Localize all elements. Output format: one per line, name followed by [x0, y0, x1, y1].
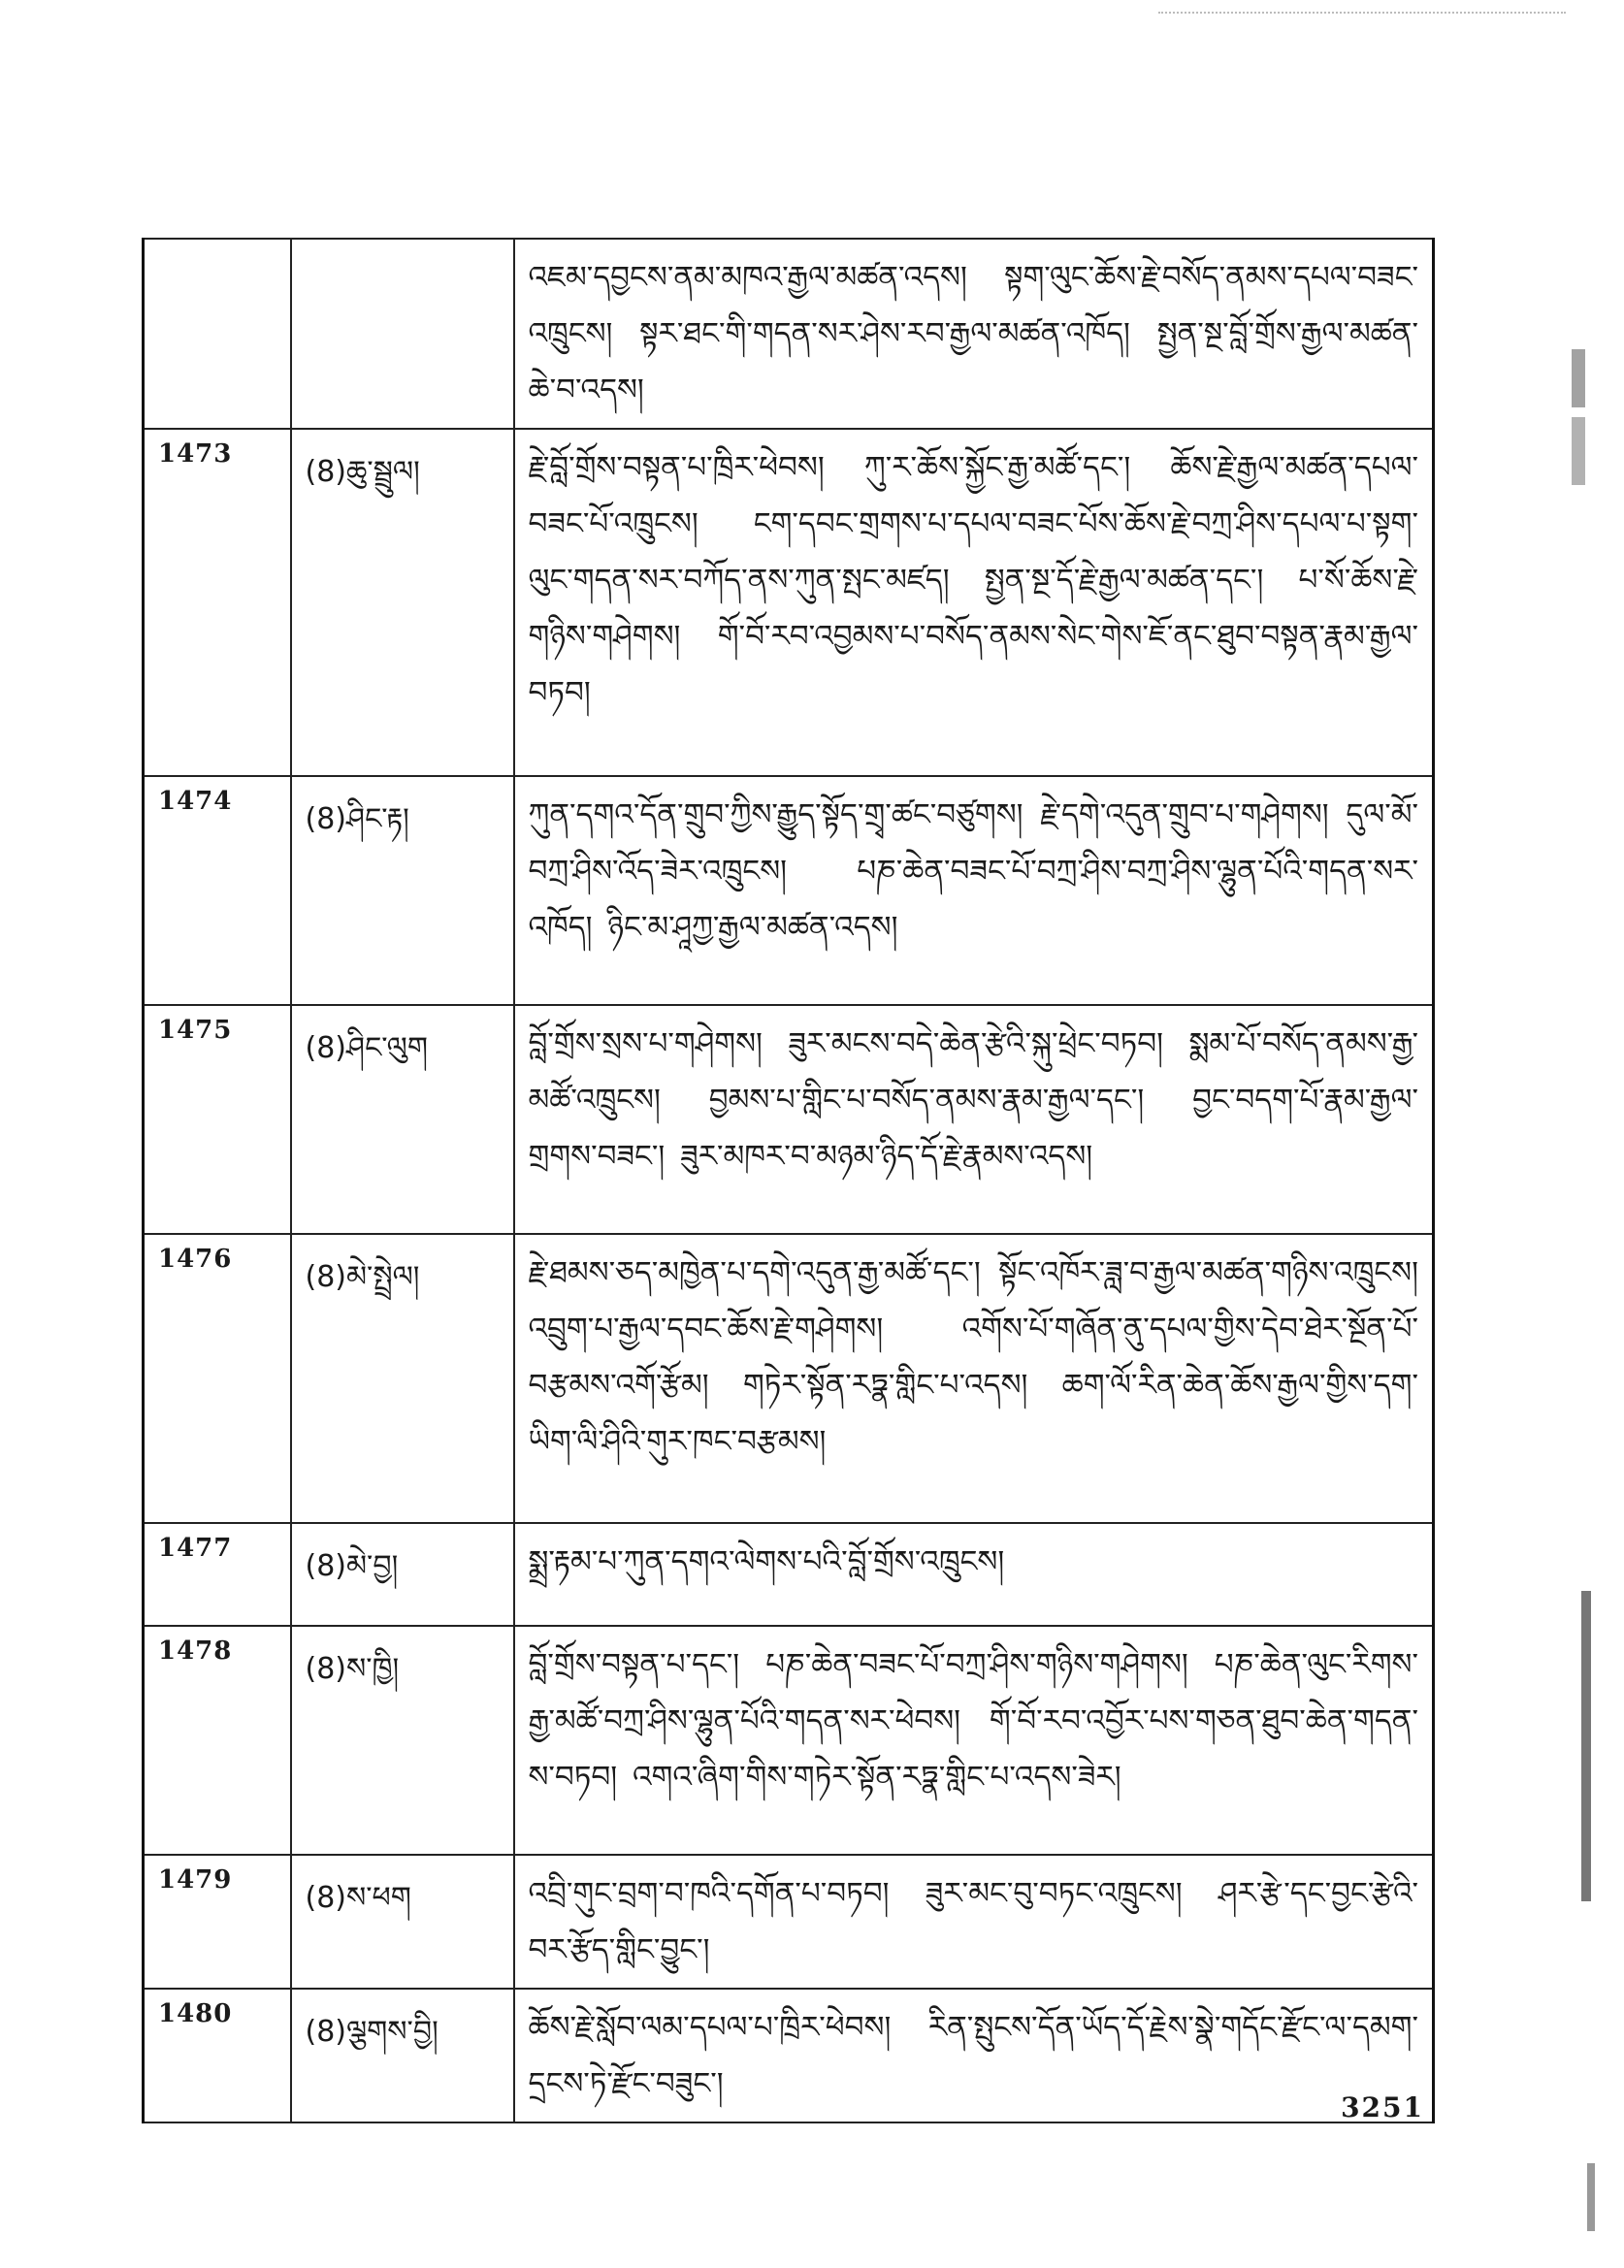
- year-name-cell: (8)ཤིང་རྟ།: [291, 776, 514, 1005]
- events-cell: སྨྲ་རྟམ་པ་ཀུན་དགའ་ལེགས་པའི་བློ་གྲོས་འཁྲུངས།: [514, 1523, 1434, 1626]
- events-cell: བློ་གྲོས་སྲས་པ་གཤེགས། ཟུར་མངས་བདེ་ཆེན་རྩེའི་སྐུ་ཕྲེང་བཏབ། སྨམ་པོ་བསོད་ནམས་རྒྱ་མཚོ་འཁྲུངས། བྱམས་པ་གླིང་པ་བསོད་ནམས་རྣམ་རྒྱལ་དང་། བྱང་བདག་པོ་རྣམ་རྒྱལ་གྲགས་བཟང་། ཟུར་མཁར་བ་མཉམ་ཉིད་དོ་རྗེ་རྣམས་འདས།: [514, 1005, 1434, 1234]
- table-row: [144, 239, 1434, 429]
- year-cell: 1477: [144, 1523, 291, 1626]
- year-cell: 1473: [144, 429, 291, 776]
- chronology-table: [142, 238, 1435, 2123]
- year-cell: 1474: [144, 776, 291, 1005]
- table-row: [144, 776, 1434, 1005]
- table-row: [144, 1523, 1434, 1626]
- year-cell: [144, 239, 291, 429]
- table-row: [144, 1234, 1434, 1523]
- table-row: [144, 1855, 1434, 1989]
- year-name-cell: (8)མེ་སྤྲེལ།: [291, 1234, 514, 1523]
- page-number: 3251: [1341, 2091, 1424, 2123]
- year-cell: 1480: [144, 1989, 291, 2122]
- scan-edge-marks: [1158, 12, 1566, 16]
- scan-edge-mark: [1572, 417, 1585, 485]
- year-cell: 1476: [144, 1234, 291, 1523]
- year-name-cell: [291, 239, 514, 429]
- events-cell: འཇམ་དབྱངས་ནམ་མཁའ་རྒྱལ་མཚན་འདས། སྟག་ལུང་ཆོས་རྗེ་བསོད་ནམས་དཔལ་བཟང་འཁྲུངས། སྟར་ཐང་གི་གདན་སར་ཤེས་རབ་རྒྱལ་མཚན་འཁོད། སྤྱན་སྔ་བློ་གྲོས་རྒྱལ་མཚན་ཆེ་བ་འདས།: [514, 239, 1434, 429]
- year-name-cell: (8)ས་ཕག: [291, 1855, 514, 1989]
- year-cell: 1475: [144, 1005, 291, 1234]
- events-cell: འབྲི་གུང་བྲག་བ་ཁའི་དགོན་པ་བཏབ། ཟུར་མང་བུ་བཏང་འཁྲུངས། ཤར་རྩེ་དང་བྱང་རྩེའི་བར་རྩོད་གླིང་བྱུང་།: [514, 1855, 1434, 1989]
- year-name-cell: (8)ཤིང་ལུག: [291, 1005, 514, 1234]
- events-cell: ཆོས་རྗེ་སློབ་ལམ་དཔལ་པ་ཁྲིར་ཕེབས། རིན་སྤུངས་དོན་ཡོད་དོ་རྗེས་སྣེ་གདོང་རྫོང་ལ་དམག་དྲངས་ཏེ་རྫོང་བཟུང་།: [514, 1989, 1434, 2122]
- table-row: [144, 1989, 1434, 2122]
- scan-edge-mark: [1572, 349, 1585, 407]
- events-cell: བློ་གྲོས་བསྟན་པ་དང་། པཎ་ཆེན་བཟང་པོ་བཀྲ་ཤིས་གཉིས་གཤེགས། པཎ་ཆེན་ལུང་རིགས་རྒྱ་མཚོ་བཀྲ་ཤིས་ལྷུན་པོའི་གདན་སར་ཕེབས། གོ་བོ་རབ་འབྱོར་པས་གཅན་ཐུབ་ཆེན་གདན་ས་བཏབ། འགའ་ཞིག་གིས་གཏེར་སྟོན་རཏྣ་གླིང་པ་འདས་ཟེར།: [514, 1626, 1434, 1855]
- year-cell: 1478: [144, 1626, 291, 1855]
- events-cell: ཀུན་དགའ་དོན་གྲུབ་ཀྱིས་རྒྱུད་སྟོད་གྲྭ་ཚང་བཙུགས། རྗེ་དགེ་འདུན་གྲུབ་པ་གཤེགས། དུལ་མོ་བཀྲ་ཤིས་འོད་ཟེར་འཁྲུངས། པཎ་ཆེན་བཟང་པོ་བཀྲ་ཤིས་བཀྲ་ཤིས་ལྷུན་པོའི་གདན་སར་འཁོད། ཉིང་མ་ཤཱཀྱ་རྒྱལ་མཚན་འདས།: [514, 776, 1434, 1005]
- events-cell: རྗེ་བློ་གྲོས་བསྟན་པ་ཁྲིར་ཕེབས། ཀུ་ར་ཆོས་སྐྱོང་རྒྱ་མཚོ་དང་། ཆོས་རྗེ་རྒྱལ་མཚན་དཔལ་བཟང་པོ་འཁྲུངས། ངག་དབང་གྲགས་པ་དཔལ་བཟང་པོས་ཆོས་རྗེ་བཀྲ་ཤིས་དཔལ་པ་སྟག་ལུང་གདན་སར་བཀོད་ནས་ཀུན་སྤང་མཛད། སྤྱན་སྔ་དོ་རྗེ་རྒྱལ་མཚན་དང་། པ་སོ་ཆོས་རྗེ་གཉིས་གཤེགས། གོ་བོ་རབ་འབྱམས་པ་བསོད་ནམས་སེང་གེས་ཇོ་ནང་ཐུབ་བསྟན་རྣམ་རྒྱལ་བཏབ།: [514, 429, 1434, 776]
- year-name-cell: (8)ལྕགས་བྱི།: [291, 1989, 514, 2122]
- scan-edge-mark: [1581, 1591, 1591, 1901]
- year-name-cell: (8)ཆུ་སྦྲུལ།: [291, 429, 514, 776]
- table-row: [144, 1005, 1434, 1234]
- events-cell: རྗེ་ཐམས་ཅད་མཁྱེན་པ་དགེ་འདུན་རྒྱ་མཚོ་དང་། སྟོང་འཁོར་ཟླ་བ་རྒྱལ་མཚན་གཉིས་འཁྲུངས། འབྲུག་པ་རྒྱལ་དབང་ཆོས་རྗེ་གཤེགས། འགོས་པོ་གཞོན་ནུ་དཔལ་གྱིས་དེབ་ཐེར་སྔོན་པོ་བརྩམས་འགོ་རྩོམ། གཏེར་སྟོན་རཏྣ་གླིང་པ་འདས། ཆག་ལོ་རིན་ཆེན་ཆོས་རྒྱལ་གྱིས་དག་ཡིག་ལི་ཤིའི་གུར་ཁང་བརྩམས།: [514, 1234, 1434, 1523]
- scan-edge-mark: [1587, 2163, 1595, 2231]
- year-name-cell: (8)ས་ཁྱི།: [291, 1626, 514, 1855]
- year-cell: 1479: [144, 1855, 291, 1989]
- year-name-cell: (8)མེ་བྱ།: [291, 1523, 514, 1626]
- table-row: [144, 429, 1434, 776]
- table-row: [144, 1626, 1434, 1855]
